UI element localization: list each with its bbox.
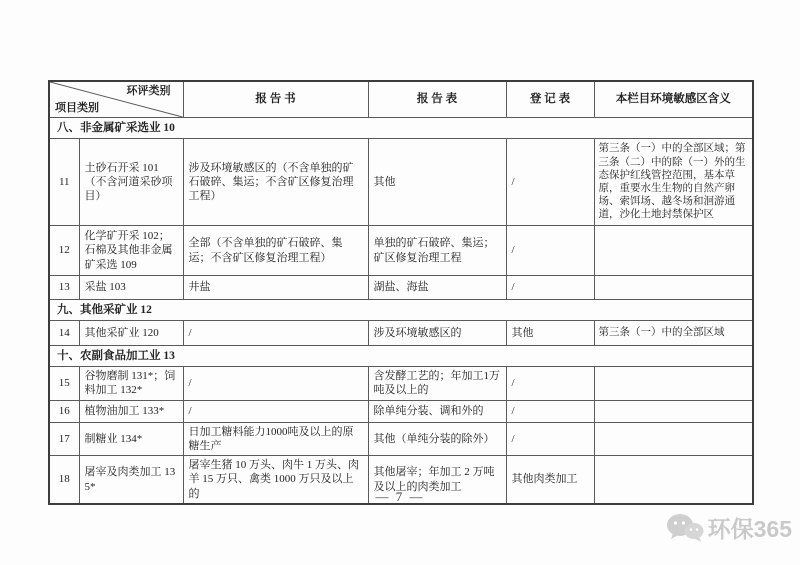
row-number: 17 [49,422,79,456]
row-number: 16 [49,400,79,422]
cell-report-form: 涉及环境敏感区的 [368,321,506,346]
cell-report-form: 除单纯分装、调和外的 [368,400,506,422]
table-header-row [49,81,753,118]
row-number: 12 [49,226,79,276]
corner-label-eia-type: 环评类别 [126,85,171,97]
col-header-report-form: 报 告 表 [368,81,506,118]
cell-report-form: 其他 [368,139,506,226]
cell-registration: / [506,226,594,276]
section-row-9 [49,300,753,321]
cell-category: 其他采矿业 120 [79,321,183,346]
row-number: 11 [49,139,79,226]
watermark-label: 环保365 [707,516,792,542]
cell-sensitive-area [594,400,753,422]
section-row-10 [49,346,753,367]
eia-category-table [48,80,754,505]
cell-sensitive-area [594,422,753,456]
col-header-registration-form: 登 记 表 [506,81,594,118]
cell-sensitive-area: 第三条（一）中的全部区域；第三条（二）中的除（一）外的生态保护红线管控范围，基本草原，重要水生生物的自然产卵场、索饵场、越冬场和洄游通道，沙化土地封禁保护区 [594,139,753,226]
cell-registration: 其他肉类加工 [506,456,594,504]
page-number: — 7 — [375,489,425,504]
row-number: 15 [49,367,79,401]
table-row [49,367,753,401]
col-header-report-book: 报 告 书 [183,81,368,118]
row-number: 13 [49,276,79,300]
col-header-sensitive-area-meaning: 本栏目环境敏感区含义 [594,81,753,118]
table-row [49,276,753,300]
watermark [665,511,792,544]
cell-registration: / [506,422,594,456]
table-row [49,139,753,226]
wechat-icon [665,512,705,544]
section-title: 九、其他采矿业 12 [49,300,753,321]
cell-category: 制糖业 134* [79,422,183,456]
cell-report-form: 单独的矿石破碎、集运；矿区修复治理工程 [368,226,506,276]
cell-registration: / [506,139,594,226]
cell-category: 采盐 103 [79,276,183,300]
corner-label-project-type: 项目类别 [55,101,99,114]
cell-report-form: 其他（单纯分装的除外） [368,422,506,456]
cell-report-book: / [183,367,368,401]
cell-category: 化学矿开采 102；石棉及其他非金属矿采选 109 [79,226,183,276]
row-number: 14 [49,321,79,346]
section-row-8 [49,118,753,139]
table-row [49,400,753,422]
table-corner-cell [49,81,183,118]
row-number: 18 [49,456,79,504]
cell-sensitive-area: 第三条（一）中的全部区域 [594,321,753,346]
cell-report-book: / [183,400,368,422]
cell-registration: 其他 [506,321,594,346]
cell-category: 屠宰及肉类加工 135* [79,456,183,504]
cell-category: 土砂石开采 101（不含河道采砂项目） [79,139,183,226]
cell-report-form: 湖盐、海盐 [368,276,506,300]
section-title: 八、非金属矿采选业 10 [49,118,753,139]
cell-report-book: / [183,321,368,346]
cell-category: 植物油加工 133* [79,400,183,422]
cell-category: 谷物磨制 131*；饲料加工 132* [79,367,183,401]
table-row [49,226,753,276]
cell-registration: / [506,400,594,422]
cell-sensitive-area [594,367,753,401]
cell-report-book: 井盐 [183,276,368,300]
cell-sensitive-area [594,226,753,276]
table-row [49,321,753,346]
cell-registration: / [506,276,594,300]
cell-report-form: 含发酵工艺的；年加工1万吨及以上的 [368,367,506,401]
section-title: 十、农副食品加工业 13 [49,346,753,367]
cell-registration: / [506,367,594,401]
cell-report-form: 其他屠宰；年加工 2 万吨及以上的肉类加工 [368,456,506,504]
table-row [49,422,753,456]
cell-report-book: 全部（不含单独的矿石破碎、集运；不含矿区修复治理工程） [183,226,368,276]
cell-sensitive-area [594,276,753,300]
cell-report-book: 日加工糖料能力1000吨及以上的原糖生产 [183,422,368,456]
cell-report-book: 屠宰生猪 10 万头、肉牛 1 万头、肉羊 15 万只、禽类 1000 万只及以上的 [183,456,368,504]
cell-report-book: 涉及环境敏感区的（不含单独的矿石破碎、集运；不含矿区修复治理工程） [183,139,368,226]
